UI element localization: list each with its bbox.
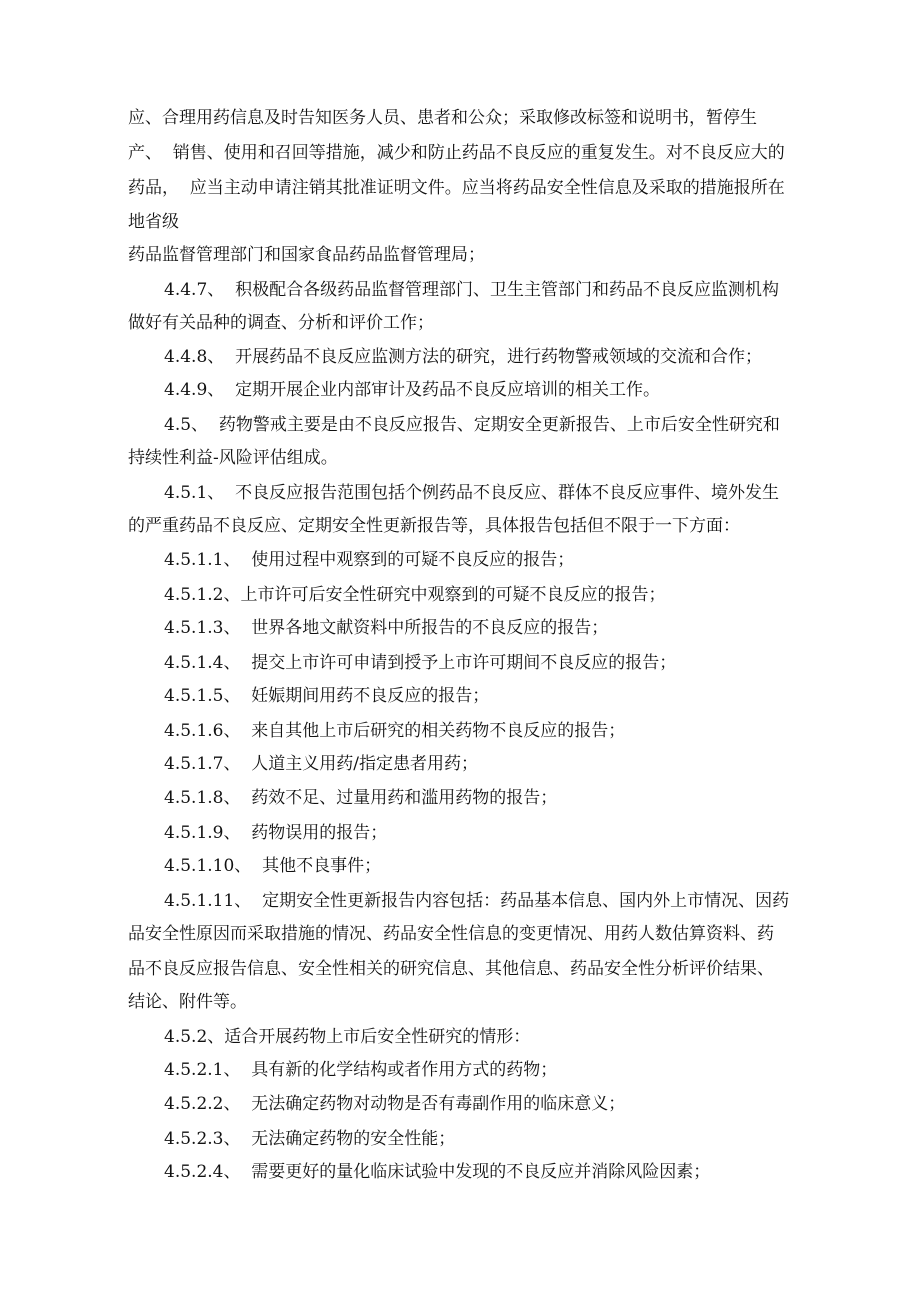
text-line: 4.5.1.4、 提交上市许可申请到授予上市许可期间不良反应的报告； — [164, 653, 677, 673]
text-line: 4.5.2.2、 无法确定药物对动物是否有毒副作用的临床意义； — [164, 1094, 626, 1114]
text-line: 4.4.8、 开展药品不良反应监测方法的研究，进行药物警戒领域的交流和合作； — [164, 347, 763, 367]
text-line: 4.5.1.6、 来自其他上市后研究的相关药物不良反应的报告； — [164, 721, 626, 741]
text-line: 4.5.2.3、 无法确定药物的安全性能； — [164, 1129, 456, 1149]
text-line: 4.5.1.2、上市许可后安全性研究中观察到的可疑不良反应的报告； — [164, 585, 666, 605]
text-line: 4.5.1.5、 妊娠期间用药不良反应的报告； — [164, 686, 490, 706]
text-line: 4.5.1、 不良反应报告范围包括个例药品不良反应、群体不良反应事件、境外发生 — [164, 483, 780, 503]
text-line: 4.5、 药物警戒主要是由不良反应报告、定期安全更新报告、上市后安全性研究和 — [164, 415, 780, 435]
text-line: 4.5.2、适合开展药物上市后安全性研究的情形： — [164, 1027, 531, 1047]
text-line: 4.5.1.7、 人道主义用药/指定患者用药； — [164, 754, 479, 774]
text-line: 的严重药品不良反应、定期安全性更新报告等，具体报告包括但不限于一下方面： — [128, 516, 740, 536]
text-line: 药品， 应当主动申请注销其批准证明文件。应当将药品安全性信息及采取的措施报所在 — [128, 178, 785, 198]
text-line: 持续性利益-风险评估组成。 — [128, 448, 338, 468]
text-line: 品安全性原因而采取措施的情况、药品安全性信息的变更情况、用药人数估算资料、药 — [128, 924, 774, 944]
text-line: 做好有关品种的调查、分析和评价工作； — [128, 313, 434, 333]
text-line: 4.5.2.1、 具有新的化学结构或者作用方式的药物； — [164, 1060, 558, 1080]
text-line: 结论、附件等。 — [128, 992, 247, 1012]
text-line: 4.4.9、 定期开展企业内部审计及药品不良反应培训的相关工作。 — [164, 380, 661, 400]
text-line: 4.4.7、 积极配合各级药品监督管理部门、卫生主管部门和药品不良反应监测机构 — [164, 280, 780, 300]
text-line: 4.5.1.3、 世界各地文献资料中所报告的不良反应的报告； — [164, 618, 609, 638]
text-line: 应、合理用药信息及时告知医务人员、患者和公众；采取修改标签和说明书，暂停生 — [128, 108, 757, 128]
text-line: 4.5.2.4、 需要更好的量化临床试验中发现的不良反应并消除风险因素； — [164, 1162, 711, 1182]
text-line: 产、 销售、使用和召回等措施，减少和防止药品不良反应的重复发生。对不良反应大的 — [128, 143, 785, 163]
text-line: 药品监督管理部门和国家食品药品监督管理局； — [128, 245, 485, 265]
text-line: 4.5.1.8、 药效不足、过量用药和滥用药物的报告； — [164, 788, 558, 808]
text-line: 地省级 — [128, 212, 179, 232]
text-line: 4.5.1.11、 定期安全性更新报告内容包括：药品基本信息、国内外上市情况、因药 — [164, 891, 790, 911]
text-line: 4.5.1.1、 使用过程中观察到的可疑不良反应的报告； — [164, 550, 575, 570]
text-line: 4.5.1.10、 其他不良事件； — [164, 856, 382, 876]
text-line: 4.5.1.9、 药物误用的报告； — [164, 823, 388, 843]
text-line: 品不良反应报告信息、安全性相关的研究信息、其他信息、药品安全性分析评价结果、 — [128, 959, 774, 979]
